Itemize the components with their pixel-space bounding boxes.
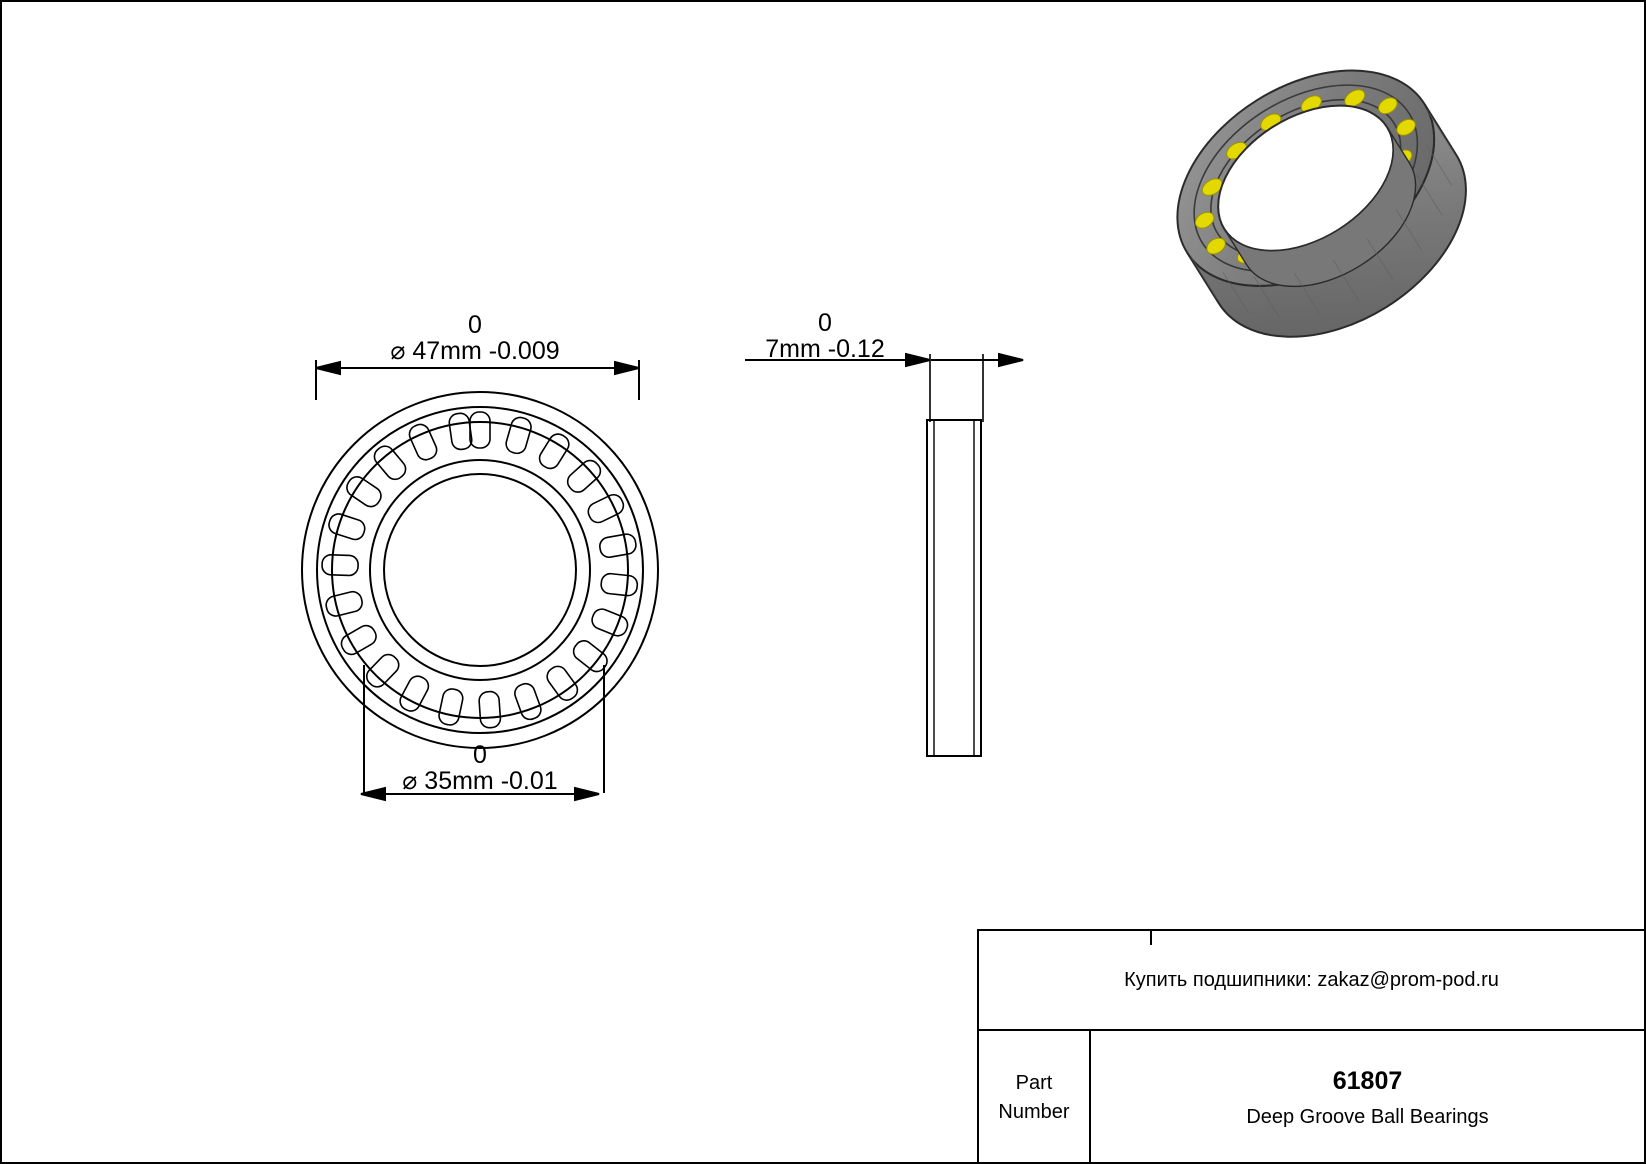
part-number-label-line1: Part [1015, 1071, 1053, 1094]
bearing-side-view [925, 418, 983, 758]
title-block-part-row [979, 1031, 1644, 1164]
part-number-value: 61807 [1332, 1066, 1403, 1095]
outer-diameter-dimension-text [350, 312, 600, 365]
width-tolerance-top: 0 [818, 309, 832, 337]
title-block-contact-row [979, 931, 1644, 1031]
width-dimension-text [735, 310, 915, 363]
part-description: Deep Groove Ball Bearings [1246, 1105, 1489, 1128]
width-value: 7mm -0.12 [765, 335, 885, 364]
title-block-tick-top [1150, 931, 1152, 945]
outer-diameter-tolerance-top: 0 [468, 311, 482, 339]
part-number-label-line2: Number [998, 1100, 1070, 1123]
contact-email-text: Купить подшипники: zakaz@prom-pod.ru [1124, 968, 1499, 991]
bore-diameter-value: ⌀ 35mm -0.01 [402, 767, 558, 796]
title-block [977, 929, 1644, 1162]
outer-diameter-value: ⌀ 47mm -0.009 [390, 337, 560, 366]
bearing-isometric-view [1160, 10, 1460, 360]
part-number-label [979, 1031, 1091, 1164]
bore-diameter-dimension-text [355, 742, 605, 795]
bore-diameter-tolerance-top: 0 [473, 741, 487, 769]
part-number-values [1091, 1031, 1644, 1164]
